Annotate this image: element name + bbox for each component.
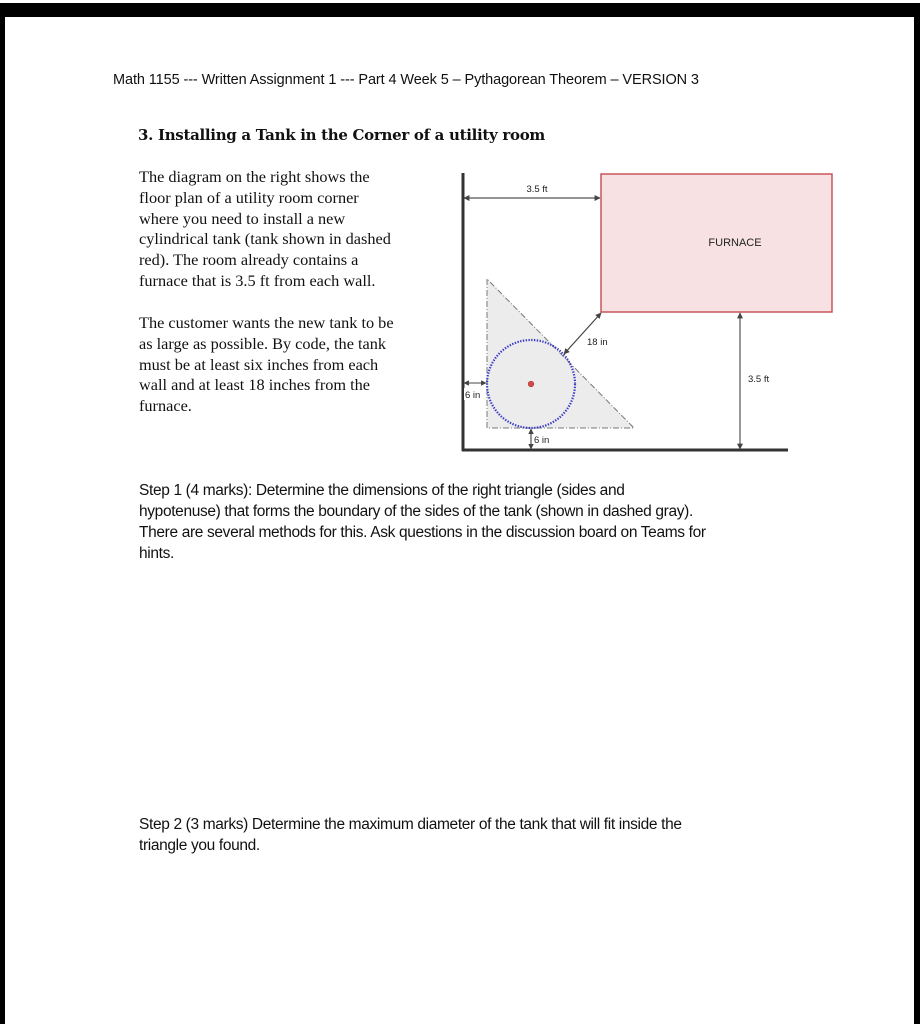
text-line: where you need to install a new bbox=[139, 208, 346, 228]
document-page bbox=[5, 17, 914, 1024]
intro-paragraph bbox=[139, 167, 449, 292]
text-line: Step 1 (4 marks): Determine the dimensions of the right triangle (sides and bbox=[139, 482, 625, 499]
requirements-paragraph bbox=[139, 313, 449, 417]
top-edge-strip bbox=[0, 0, 920, 3]
text-line: red). The room already contains a bbox=[139, 250, 359, 270]
text-line: must be at least six inches from each bbox=[139, 354, 379, 374]
text-line: hypotenuse) that forms the boundary of the sides of the tank (shown in dashed gray). bbox=[139, 503, 693, 520]
top-dimension-label: 3.5 ft bbox=[526, 184, 548, 195]
furnace-label: FURNACE bbox=[708, 237, 762, 249]
floor-plan-diagram bbox=[455, 167, 845, 467]
question-title: 3. Installing a Tank in the Corner of a utility room bbox=[138, 126, 545, 144]
text-line: The customer wants the new tank to be bbox=[139, 313, 394, 332]
text-line: There are several methods for this. Ask questions in the discussion board on Teams for bbox=[139, 524, 706, 541]
text-line: The diagram on the right shows the bbox=[139, 167, 370, 186]
left-gap-label: 6 in bbox=[465, 390, 481, 401]
text-line: hints. bbox=[139, 545, 174, 562]
bottom-gap-label: 6 in bbox=[534, 435, 550, 446]
text-line: as large as possible. By code, the tank bbox=[139, 333, 387, 353]
text-line: furnace that is 3.5 ft from each wall. bbox=[139, 270, 376, 290]
step-1-text bbox=[139, 480, 839, 564]
text-line: Step 2 (3 marks) Determine the maximum diameter of the tank that will fit inside the bbox=[139, 816, 682, 833]
text-line: wall and at least 18 inches from the bbox=[139, 375, 371, 395]
tank-center-dot bbox=[528, 381, 534, 387]
furnace-gap-label: 18 in bbox=[587, 337, 608, 348]
text-line: furnace. bbox=[139, 396, 192, 416]
step-2-text bbox=[139, 814, 839, 856]
document-header: Math 1155 --- Written Assignment 1 --- Part 4 Week 5 – Pythagorean Theorem – VERSION 3 bbox=[113, 72, 699, 88]
text-line: cylindrical tank (tank shown in dashed bbox=[139, 229, 391, 249]
right-dimension-label: 3.5 ft bbox=[748, 374, 770, 385]
text-line: triangle you found. bbox=[139, 837, 260, 854]
text-line: floor plan of a utility room corner bbox=[139, 187, 359, 207]
